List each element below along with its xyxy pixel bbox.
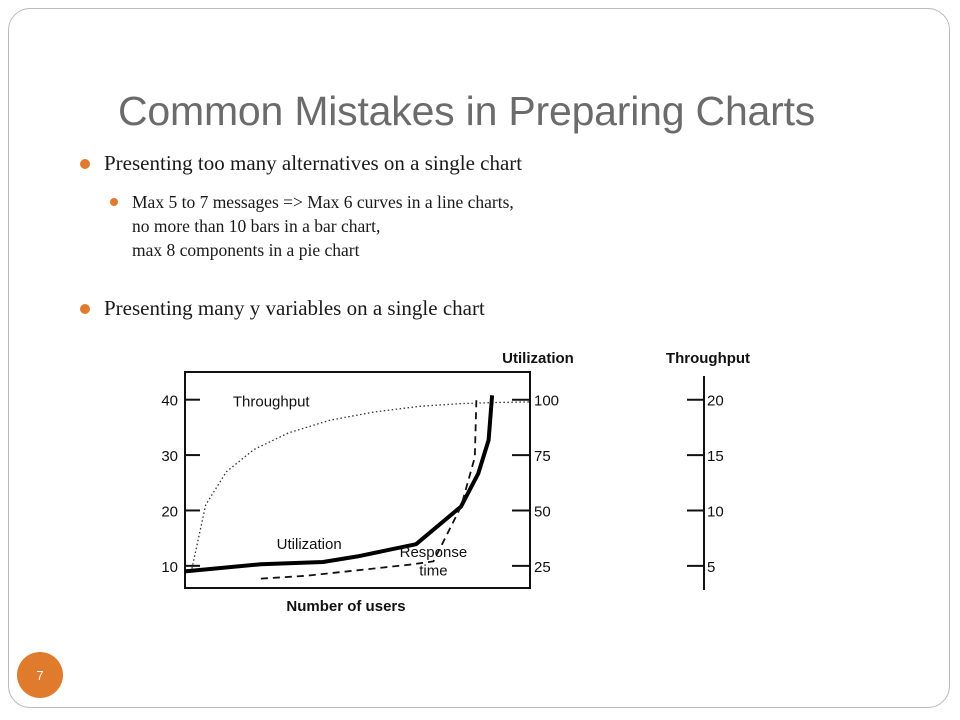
utilization-axis-tick-label: 50 <box>534 503 551 521</box>
chart-annotation: time <box>419 562 448 580</box>
utilization-axis-title: Utilization <box>502 350 574 367</box>
left-axis-tick-label: 20 <box>161 503 178 521</box>
throughput-axis-tick-label: 5 <box>707 558 716 576</box>
sub-bullet-line: max 8 components in a pie chart <box>132 240 360 260</box>
bullet-too-many-alternatives: Presenting too many alternatives on a single chart <box>104 151 523 175</box>
utilization-axis-tick-label: 25 <box>534 558 551 576</box>
chart-annotation: Throughput <box>232 393 310 411</box>
bullet-many-y-variables: Presenting many y variables on a single chart <box>104 296 485 320</box>
sub-bullet-line: no more than 10 bars in a bar chart, <box>132 216 381 236</box>
chart-annotation: Utilization <box>276 536 342 554</box>
chart-annotation: Response <box>399 544 468 561</box>
page-number: 7 <box>36 667 44 683</box>
throughput-axis-tick-label: 15 <box>707 448 724 466</box>
throughput-axis-tick-label: 10 <box>707 503 724 521</box>
utilization-axis-tick-label: 75 <box>534 448 551 466</box>
left-axis-tick-label: 30 <box>161 448 178 466</box>
left-axis-tick-label: 10 <box>161 558 178 576</box>
series-throughput <box>192 402 530 569</box>
utilization-axis-tick-label: 100 <box>534 392 560 410</box>
throughput-axis-tick-label: 20 <box>707 392 724 410</box>
slide-title: Common Mistakes in Preparing Charts <box>118 88 816 134</box>
page-number-badge <box>17 652 63 698</box>
left-axis-tick-label: 40 <box>161 392 178 410</box>
throughput-axis-title: Throughput <box>665 350 751 367</box>
sub-bullet-line: Max 5 to 7 messages => Max 6 curves in a line charts, <box>132 192 514 212</box>
x-axis-label: Number of users <box>286 598 406 615</box>
